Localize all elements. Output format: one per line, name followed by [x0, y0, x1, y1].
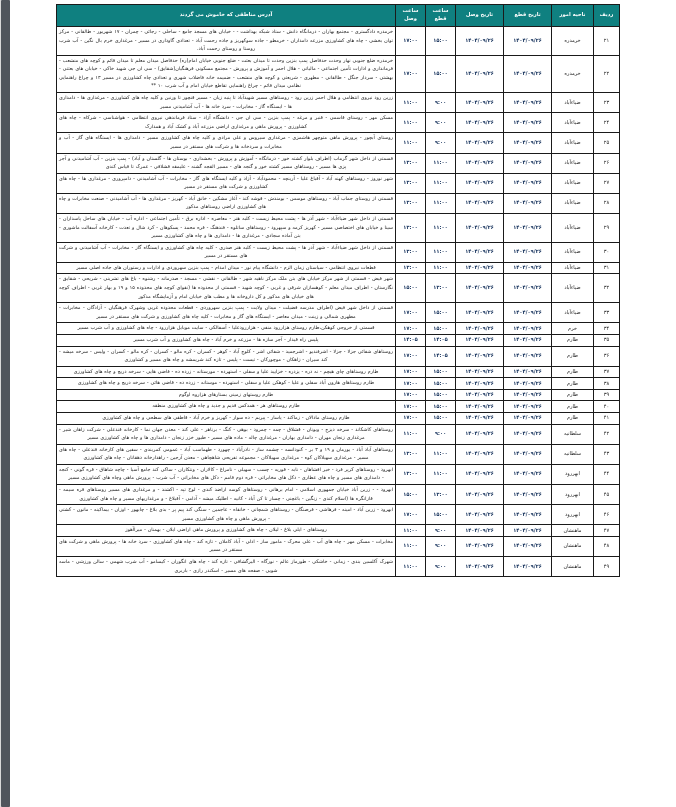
- cell-date-off: ۱۴۰۴/۰۹/۲۶: [504, 424, 552, 444]
- cell-address: خرمدره دادگستری - مجتمع بهاران - درمانگاه دانش - ستاد شبکه بهداشت - - خیابان های مسجد جامع - ساحلی - رجائی - چمران - ۱۷ شهریور - طالقانی - مرکز توان بخشی - چاه های کشاورزی مزرعه دامداران - خرمطو - جاده سوکهریز و جاده رحمت آباد - تعدادی گاوداری در مسیر - مرغداری خرم بال نگین - آب شرب روستا و روستای رحمت آباد.: [57, 27, 396, 56]
- cell-time-on: ۱۱:۰۰: [396, 113, 426, 133]
- cell-row-number: ۲۸: [594, 193, 620, 213]
- cell-area: ضیاءآباد: [552, 133, 594, 153]
- cell-time-off: ۱۵:۰۰: [426, 505, 456, 525]
- cell-date-on: ۱۴۰۴/۰۹/۲۶: [456, 485, 504, 505]
- header-date-on: تاریخ وصل: [456, 5, 504, 27]
- table-row: [57, 193, 620, 213]
- cell-address: خرمدره ضلع جنوبی نهار وحدت حدفاصل پمپ بنزین وحدت تا میدان بعثت - ضلع جنوبی خیابان امام(ره) حدفاصل میدان معلم تا میدان قائم و کوچه های منشعب - فرمانداری و ادارات تأمین اجتماعی - مالیاتی - هلال احمر و آموزش و پرورش - مجتمع مسکونی فرهنگیان(شقایق) - سی ان جی شهید خاکی - خیابان های بعثتی - بهشتی - سردار جنگل - طالقانی - مطهری - شریعتی و کوچه های منشعب - ضمیمه خانه فاضلاب شهری و تعدادی چاه کشاورزی در مسیر ۱۳ و چراغ راهنمایی نظامی میدان قائم - چراغ راهنمایی تقاطع خیابان امام و آب شرب ۱۰ **: [57, 55, 396, 92]
- table-row: [57, 262, 620, 274]
- cell-area: ضیاءآباد: [552, 213, 594, 242]
- scrollbar-thumb[interactable]: [1, 0, 10, 807]
- table-row: [57, 346, 620, 366]
- cell-time-on: ۱۷:۰۰: [396, 55, 426, 92]
- cell-time-off: ۱۵:۰۰: [426, 366, 456, 378]
- cell-area: خرمدره: [552, 27, 594, 56]
- cell-address: پلیس راه قیدار - آجر سازه ها - مزرعه و خرم آباد - چاه های کشاورزی و آب شرب مسیر: [57, 334, 396, 346]
- header-area: ناحیه امور: [552, 5, 594, 27]
- cell-area: ماهنشان: [552, 557, 594, 577]
- cell-row-number: ۴۹: [594, 557, 620, 577]
- cell-time-on: ۱۳:۰۰: [396, 153, 426, 173]
- cell-address: مخابرات - مسکن مهر - چاه های آب - علی محرک - مامور ساز - اذلی - آباد کاملان - تازه کند - چاه های کشاورزی - سرد خانه ها - پرورش ماهی و شرکت های مستقر در مسیر: [57, 536, 396, 556]
- cell-address: شهر نوروز - روستاهای کهنه آباد - آقباغ علیا - آرینچه - محمودآباد - آزاد و کلیه ایستگاه های گاز - مخابرات - آب آشامیدنی - دامپروری - مرغداری ها - چاه های کشاورزی و شرکت های مستقر در مسیر: [57, 173, 396, 193]
- cell-address: قسمتی از روستای جماب آباد - روستاهای موسس - بومندش - قوشه کند - آغاز مشکین - خانق آباد - کهریز - مرغداری ها - آب آشامیدنی - صنعت مخابرات و چاه های کشاورزی اراضی روستاهای مذکور: [57, 193, 396, 213]
- cell-time-off: ۱۵:۰۰: [426, 323, 456, 335]
- vertical-scrollbar[interactable]: [0, 0, 10, 807]
- cell-date-on: ۱۴۰۴/۰۹/۲۶: [456, 213, 504, 242]
- cell-address: روستاهای کاشکاند - سرخه دیزج - ویونان - قشلاق - چمه - چمرود - بوهی - کنگ - برناهر - علی کند - معدن جهان نما - کارخانه قندعلی - شرکت زاهان شیر - مرغداری زنجان مهران - دامداری بهاران - مرغداری چاله - ماده های مسیر - طیور خزر زنجان - دامداری ها و چاه های کشاورزی مسیر: [57, 424, 396, 444]
- cell-area: خرم: [552, 323, 594, 335]
- cell-date-off: ۱۴۰۴/۰۹/۲۶: [504, 464, 552, 484]
- cell-date-on: ۱۴۰۴/۰۹/۲۶: [456, 173, 504, 193]
- cell-date-off: ۱۴۰۴/۰۹/۲۶: [504, 193, 552, 213]
- cell-time-off: ۱۵:۰۰: [426, 412, 456, 424]
- cell-address: قسمتی از داخل شهر گرماب (اطراف بلوار کشته خور - درمانگاه - آموزش و پرورش - بخشداری - بوستان ها - گلستان و آباد) - پمپ بنزین - آب آشامیدنی و آجر پزی ها مسیر - روستاهای مسیر کشته خور و گنجه های - مسیر القجه گشنه - علیمقه قشلاقی - عمرک تا قیاس کندی: [57, 153, 396, 173]
- cell-time-off: ۱۱:۰۰: [426, 153, 456, 173]
- cell-area: ضیاءآباد: [552, 173, 594, 193]
- cell-date-off: ۱۴۰۴/۰۹/۲۶: [504, 485, 552, 505]
- cell-area: طارم: [552, 401, 594, 413]
- cell-area: ضیاءآباد: [552, 262, 594, 274]
- cell-time-off: ۹:۰۰: [426, 113, 456, 133]
- cell-date-off: ۱۴۰۴/۰۹/۲۶: [504, 334, 552, 346]
- table-row: [57, 27, 620, 56]
- cell-date-on: ۱۴۰۴/۰۹/۲۶: [456, 133, 504, 153]
- cell-area: ماهنشان: [552, 536, 594, 556]
- cell-date-on: ۱۴۰۴/۰۹/۲۶: [456, 366, 504, 378]
- cell-area: طارم: [552, 334, 594, 346]
- cell-area: طارم: [552, 346, 594, 366]
- header-time-on: ساعت وصل: [396, 5, 426, 27]
- cell-time-on: ۱۷:۰۰: [396, 505, 426, 525]
- cell-row-number: ۳۴: [594, 323, 620, 335]
- cell-area: ابهررود: [552, 464, 594, 484]
- cell-date-off: ۱۴۰۴/۰۹/۲۶: [504, 323, 552, 335]
- header-time-off: ساعت قطع: [426, 5, 456, 27]
- cell-date-on: ۱۴۰۴/۰۹/۲۶: [456, 274, 504, 303]
- table-row: [57, 334, 620, 346]
- cell-row-number: ۳۶: [594, 346, 620, 366]
- cell-address: قسمتی از داخل شهر فیض (اطراف مدرسه فضیلت - میدان ولایت - پمپ بنزین سهروردی - قطعات محدوده غربی وشهرک فرهنگیان - آزادگان - مخابرات - مطهری شمالی و زینت - میدان معاصر - ایستگاه های گاز و مخابرات - کلیه چاه های کشاورزی و شرکت های مستقر در مسیر: [57, 303, 396, 323]
- cell-date-off: ۱۴۰۴/۰۹/۲۶: [504, 378, 552, 390]
- cell-row-number: ۲۷: [594, 173, 620, 193]
- table-row: [57, 485, 620, 505]
- cell-area: طارم: [552, 389, 594, 401]
- cell-date-off: ۱۴۰۴/۰۹/۲۶: [504, 444, 552, 464]
- cell-area: ماهنشان: [552, 525, 594, 537]
- header-row-number: ردیف: [594, 5, 620, 27]
- table-row: [57, 274, 620, 303]
- cell-date-on: ۱۴۰۴/۰۹/۲۶: [456, 557, 504, 577]
- cell-date-on: ۱۴۰۴/۰۹/۲۶: [456, 525, 504, 537]
- cell-date-on: ۱۴۰۴/۰۹/۲۶: [456, 334, 504, 346]
- cell-date-off: ۱۴۰۴/۰۹/۲۶: [504, 242, 552, 262]
- cell-area: ضیاءآباد: [552, 193, 594, 213]
- cell-row-number: ۳۵: [594, 334, 620, 346]
- table-row: [57, 412, 620, 424]
- cell-date-off: ۱۴۰۴/۰۹/۲۶: [504, 173, 552, 193]
- cell-row-number: ۴۱: [594, 412, 620, 424]
- header-address: آدرس مناطقی که خاموش می گردند: [57, 5, 396, 27]
- cell-row-number: ۳۹: [594, 389, 620, 401]
- cell-address: طارم روستاهای هر - همدکس قدیم و جدید و چاه های کشاورزی منطقه: [57, 401, 396, 413]
- cell-address: قسمتی از داخل شهر ضیاءآباد - شهر آذر ها - پشت محیط زیست - کلبه هنر صدری - کلیه چاه های کشاورزی و ایستگاه گاز - مخابرات - آب آشامیدنی و شرکت های مستقر در مسیر: [57, 242, 396, 262]
- cell-address: قسمتی از داخل شهر ضیاءآباد - شهر آذر ها - پشت محیط زیست - کلبه هنر - معاصره - اداره برق - تأمین اجتماعی - اداره آب - خیابان های ساحل پاسداران - سینا و خیابان های اختصاصی مسیر - کهریز کرمه و سپهرود - روستاهای ساتلوه - فندهنگ - فره محمد - پسکوهان - کرد شال و تعدت - کارخانه آسفالت ماشوری - بتن آماده سجادی - مرغداری ها - دامداری ها و چاه های کشاورزی مسیر: [57, 213, 396, 242]
- cell-area: ضیاءآباد: [552, 153, 594, 173]
- cell-time-on: ۱۱:۰۰: [396, 525, 426, 537]
- table-row: [57, 424, 620, 444]
- cell-area: ضیاءآباد: [552, 303, 594, 323]
- cell-date-off: ۱۴۰۴/۰۹/۲۶: [504, 366, 552, 378]
- cell-date-off: ۱۴۰۴/۰۹/۲۶: [504, 262, 552, 274]
- cell-time-off: ۱۵:۰۰: [426, 401, 456, 413]
- cell-date-off: ۱۴۰۴/۰۹/۲۶: [504, 153, 552, 173]
- cell-row-number: ۴۲: [594, 424, 620, 444]
- cell-time-off: ۱۵:۰۰: [426, 303, 456, 323]
- table-row: [57, 133, 620, 153]
- cell-time-on: ۱۳:۰۰: [396, 444, 426, 464]
- cell-time-off: ۱۵:۰۰: [426, 55, 456, 92]
- cell-row-number: ۳۸: [594, 378, 620, 390]
- cell-date-off: ۱۴۰۴/۰۹/۲۶: [504, 389, 552, 401]
- cell-area: ضیاءآباد: [552, 93, 594, 113]
- cell-area: ضیاءآباد: [552, 242, 594, 262]
- cell-time-off: ۱۱:۰۰: [426, 173, 456, 193]
- table-row: [57, 505, 620, 525]
- cell-row-number: ۴۵: [594, 485, 620, 505]
- cell-row-number: ۲۲: [594, 55, 620, 92]
- cell-date-on: ۱۴۰۴/۰۹/۲۶: [456, 444, 504, 464]
- cell-date-on: ۱۴۰۴/۰۹/۲۶: [456, 323, 504, 335]
- outage-schedule-table: [56, 4, 620, 577]
- cell-address: ابهرود - - زرین آباد خیابان جمهوری اسلامی - امام برهانی - روستاهای کوسه اراضد کندی - لوح تپه - اکشند - و مرغداری های مسیر روستاهای قره سیمه - قازانگره ها (اسلام کندی - زنگین - باغچنی - چسار تا کن آباد - کانیه - اطلیک میشه - آدامی - آقبلاغ - و مرغداریهای مسیر و چاه های کشاورزی: [57, 485, 396, 505]
- cell-time-off: ۱۱:۰۰: [426, 242, 456, 262]
- cell-area: ابهررود: [552, 505, 594, 525]
- cell-date-off: ۱۴۰۴/۰۹/۲۶: [504, 274, 552, 303]
- cell-date-off: ۱۴۰۴/۰۹/۲۶: [504, 401, 552, 413]
- table-row: [57, 213, 620, 242]
- cell-row-number: ۳۰: [594, 242, 620, 262]
- cell-row-number: ۴۳: [594, 444, 620, 464]
- table-row: [57, 323, 620, 335]
- cell-time-on: ۱۷:۰۰: [396, 323, 426, 335]
- cell-time-off: ۱۳:۰۰: [426, 485, 456, 505]
- cell-address: ابهرود - زرین آباد - امینه - فرهاشی - فرصنگان - روستاهای شمچانی - خانقاه - عاجمین - سنگی کند پیم پر - بدی بلاغ - چابهور - اوزان - بیماکینه - مانون - کشتی - پرورش ماهی و چاه های کشاورزی مسیر: [57, 505, 396, 525]
- cell-date-off: ۱۴۰۴/۰۹/۲۶: [504, 27, 552, 56]
- cell-date-on: ۱۴۰۴/۰۹/۲۶: [456, 346, 504, 366]
- table-row: [57, 389, 620, 401]
- table-row: [57, 378, 620, 390]
- table-row: [57, 303, 620, 323]
- cell-address: طارم روستای مادالان - زماکند - یاسار - پیربم - ده سوار - کهریز و خرم آباد - قاطقی های سطحی و چاه های کشاورزی: [57, 412, 396, 424]
- cell-address: قسمتی از خروجی کوهکن،طارم روستای هزاررود منفی - هزاررودعلیا - آسفالکی - سایت موبایل هزاررود - چاه های کشاورزی و آب شرب مسیر: [57, 323, 396, 335]
- header-row: [57, 5, 620, 27]
- cell-row-number: ۲۴: [594, 113, 620, 133]
- cell-row-number: ۴۴: [594, 464, 620, 484]
- cell-time-off: ۹:۰۰: [426, 424, 456, 444]
- cell-row-number: ۲۳: [594, 93, 620, 113]
- cell-row-number: ۴۰: [594, 401, 620, 413]
- cell-address: قطعات نیروی انتظامی - سیاستان زمان الزم - دانشگاه پیام نور - میدان امدام - پمپ بنزین سهروردی و ادارات و رستوران های جاده اصلی مسیر: [57, 262, 396, 274]
- cell-row-number: ۴۸: [594, 536, 620, 556]
- cell-row-number: ۳۲: [594, 274, 620, 303]
- cell-time-off: ۱۱:۰۰: [426, 213, 456, 242]
- cell-time-off: ۹:۰۰: [426, 133, 456, 153]
- cell-time-off: ۱۵:۰۰: [426, 27, 456, 56]
- cell-date-on: ۱۴۰۴/۰۹/۲۶: [456, 303, 504, 323]
- cell-time-on: ۱۱:۰۰: [396, 424, 426, 444]
- header-date-off: تاریخ قطع: [504, 5, 552, 27]
- cell-area: طارم: [552, 366, 594, 378]
- cell-date-off: ۱۴۰۴/۰۹/۲۶: [504, 113, 552, 133]
- table-row: [57, 153, 620, 173]
- cell-area: طارم: [552, 412, 594, 424]
- cell-area: سلطانیه: [552, 424, 594, 444]
- cell-row-number: ۳۱: [594, 262, 620, 274]
- cell-time-off: ۱۴:۰۵: [426, 334, 456, 346]
- cell-area: خرمدره: [552, 55, 594, 92]
- cell-row-number: ۴۷: [594, 525, 620, 537]
- table-row: [57, 242, 620, 262]
- cell-time-on: ۱۷:۰۰: [396, 27, 426, 56]
- cell-time-off: ۱۱:۰۰: [426, 444, 456, 464]
- cell-date-off: ۱۴۰۴/۰۹/۲۶: [504, 346, 552, 366]
- cell-date-on: ۱۴۰۴/۰۹/۲۶: [456, 113, 504, 133]
- cell-time-on: ۱۷:۰۰: [396, 378, 426, 390]
- cell-time-on: ۱۳:۰۰: [396, 173, 426, 193]
- cell-time-off: ۱۱:۰۰: [426, 193, 456, 213]
- cell-time-on: ۱۷:۰۰: [396, 366, 426, 378]
- cell-time-off: ۱۵:۰۰: [426, 378, 456, 390]
- cell-date-off: ۱۴۰۴/۰۹/۲۶: [504, 93, 552, 113]
- cell-address: مسکن مهر - روستای قاسمی - قنبر و مرغه - پمپ بنزین - سی ان جی - دانشگاه آزاد - ستاد فرماندهی نیروی انتظامی - هواشناسی - شرکاه - چاه های کشاورزی - پرورش ماهی و مرغداری اراضی مزرعه آباد و کشک آباد و همدارک: [57, 113, 396, 133]
- cell-row-number: ۳۳: [594, 303, 620, 323]
- cell-time-on: ۱۱:۰۰: [396, 133, 426, 153]
- cell-time-on: ۱۱:۰۰: [396, 93, 426, 113]
- cell-date-on: ۱۴۰۴/۰۹/۲۶: [456, 55, 504, 92]
- table-row: [57, 113, 620, 133]
- cell-time-on: ۱۱:۰۰: [396, 536, 426, 556]
- cell-time-off: ۹:۰۰: [426, 536, 456, 556]
- cell-time-off: ۹:۰۰: [426, 557, 456, 577]
- cell-time-on: ۱۵:۰۰: [396, 485, 426, 505]
- table-row: [57, 93, 620, 113]
- cell-time-off: ۱۴:۰۵: [426, 346, 456, 366]
- cell-date-on: ۱۴۰۴/۰۹/۲۶: [456, 424, 504, 444]
- cell-date-on: ۱۴۰۴/۰۹/۲۶: [456, 505, 504, 525]
- cell-address: روستای آبچور - پرورش ماهی متوچهر هاشمزی - مرغداری سیروس و علی مرادی و کلیه چاه های کشاورزی مسیر - دامداری ها - ایستگاه های گاز - آب و مخابرات و سردخانه ها و شرکت های مستقر در مسیر: [57, 133, 396, 153]
- cell-time-on: ۱۳:۰۰: [396, 193, 426, 213]
- cell-date-off: ۱۴۰۴/۰۹/۲۶: [504, 133, 552, 153]
- cell-time-on: ۱۷:۰۰: [396, 346, 426, 366]
- cell-area: طارم: [552, 378, 594, 390]
- table-row: [57, 444, 620, 464]
- cell-date-on: ۱۴۰۴/۰۹/۲۶: [456, 378, 504, 390]
- cell-date-on: ۱۴۰۴/۰۹/۲۶: [456, 262, 504, 274]
- table-row: [57, 173, 620, 193]
- cell-address: شهرک آکلسین بندی - زمانی - خاشکی - طورماز عالم - نورگاه - الیرگشاقی - تازه کند - چاه های انگوران - کیسامو - آب شرب شهمی - سالن ورزشی - ماسه شویی - صفحه های مسیر - اسکندر رازی - باربری: [57, 557, 396, 577]
- cell-date-off: ۱۴۰۴/۰۹/۲۶: [504, 557, 552, 577]
- cell-time-off: ۹:۰۰: [426, 525, 456, 537]
- cell-time-off: ۱۱:۰۰: [426, 464, 456, 484]
- cell-address: روستاهای آباد آباد - یورمان و ۱۹ و ۳ بر - کنودانسه - چشمه ساز - نادرآباد - چهورد - طهماسب آباد - عمومی کمربندی - سفین های کارخانه قندعلی - چاه های مسیر - مرغداری سهیلاکان کوه - مرغداری سهیلاکان - مجموعه تفریحی شاهچاهی - معدن آرجین - راهدارخانه دهقانان - چاه های کشاورزی: [57, 444, 396, 464]
- cell-address: ابهرود - روستاهای کرپر فرد - خیر افشاهان - نابه - قوریه - چسب - سهیلی - نامراغ - کالاران - ونتکاران - ساکی کند جامع آسیا - چاچه شاهاق - قره گونی - کنجه - دامداری های مسیر و چاه های عطاری - دکل های مخابراتی - قره دوم قامم - دکل های مخابراتی - آب شرب - پرورش ماهی وچاه های کشاورزی مسیر: [57, 464, 396, 484]
- cell-time-on: ۱۵:۰۰: [396, 274, 426, 303]
- cell-date-off: ۱۴۰۴/۰۹/۲۶: [504, 536, 552, 556]
- table-row: [57, 366, 620, 378]
- cell-address: شهر فیض - قسمتی از شهر مرکز خیابان های بتن ملک مرکز ناهیه شهر - طالقانی - نقشی - مسجد - صدرمانه - رشنوه - باغ های تشرینی - شریحی - شقایق - نگارستان - اطراف میدان معلم - کوهسازان شرقی و غربی - کوچه شهید - قسمتی از محدوده ها (نقوای کوچه های محدوده ۱۵ و ۱۹ و بهار غربی - اطراف کوچه های خیابان های مذکور و کل داروخانه ها و مطب های خیابان امام و آزمایشگاه مذکور: [57, 274, 396, 303]
- cell-time-on: ۱۷:۰۰: [396, 401, 426, 413]
- cell-time-on: ۱۴:۰۵: [396, 334, 426, 346]
- cell-date-off: ۱۴۰۴/۰۹/۲۶: [504, 525, 552, 537]
- cell-row-number: ۴۶: [594, 505, 620, 525]
- cell-row-number: ۲۵: [594, 133, 620, 153]
- cell-time-off: ۱۵:۰۰: [426, 389, 456, 401]
- cell-date-on: ۱۴۰۴/۰۹/۲۶: [456, 93, 504, 113]
- cell-row-number: ۳۷: [594, 366, 620, 378]
- cell-row-number: ۲۹: [594, 213, 620, 242]
- table-row: [57, 401, 620, 413]
- table-body: [57, 27, 620, 577]
- cell-area: ابهررود: [552, 485, 594, 505]
- cell-date-on: ۱۴۰۴/۰۹/۲۶: [456, 412, 504, 424]
- cell-time-on: ۱۱:۰۰: [396, 557, 426, 577]
- cell-time-off: ۱۳:۰۰: [426, 274, 456, 303]
- cell-time-off: ۱۱:۰۰: [426, 262, 456, 274]
- cell-row-number: ۲۶: [594, 153, 620, 173]
- cell-time-on: ۱۳:۰۰: [396, 262, 426, 274]
- cell-area: ضیاءآباد: [552, 274, 594, 303]
- cell-time-on: ۱۷:۰۰: [396, 389, 426, 401]
- cell-date-on: ۱۴۰۴/۰۹/۲۶: [456, 401, 504, 413]
- cell-date-off: ۱۴۰۴/۰۹/۲۶: [504, 412, 552, 424]
- table-row: [57, 557, 620, 577]
- cell-date-on: ۱۴۰۴/۰۹/۲۶: [456, 389, 504, 401]
- cell-address: طارم روستهای زمینی بستارهای هزاروه اوگوم: [57, 389, 396, 401]
- cell-address: طارم روستاهای هارون آباد سفلی و علیا - کوهکن علیا و سفلی - استهرده - موستانه - زرده ده - قاضی هائی - سرخه دریج و چاه های کشاورزی: [57, 378, 396, 390]
- cell-row-number: ۲۱: [594, 27, 620, 56]
- cell-time-off: ۹:۰۰: [426, 93, 456, 113]
- cell-date-off: ۱۴۰۴/۰۹/۲۶: [504, 213, 552, 242]
- cell-date-on: ۱۴۰۴/۰۹/۲۶: [456, 153, 504, 173]
- cell-date-on: ۱۴۰۴/۰۹/۲۶: [456, 27, 504, 56]
- cell-address: روستاهای شفائی جزلا - جزلا - اشرفندیو - اشرجمید - شفائی اشر - کلوچ آباد - کوهر - کسران - کره مالو - کسران - کره مالو - کسران - ولیس - سرخه میشه - کند سیران - زاهکان - موچورکان - تیست - پلیس - تازه کند شریمشه و چاه های مسیر و کشاورزی: [57, 346, 396, 366]
- cell-address: زرین رود نیروی انتظامی و هلال احمر زرین رود - روستاهای مسیر شهیدآباد تا پنبه زیان - مسیر قنچور تا ورنین و کلیه چاه های کشاورزی - مرغداری ها - دامداری ها - ایستگاه گاز - مخابرات - سرد خانه ها - آب آشامیدنی مسیر: [57, 93, 396, 113]
- cell-date-off: ۱۴۰۴/۰۹/۲۶: [504, 505, 552, 525]
- cell-time-on: ۱۳:۰۰: [396, 464, 426, 484]
- cell-area: سلطانیه: [552, 444, 594, 464]
- cell-date-off: ۱۴۰۴/۰۹/۲۶: [504, 55, 552, 92]
- table-row: [57, 536, 620, 556]
- cell-date-off: ۱۴۰۴/۰۹/۲۶: [504, 303, 552, 323]
- cell-date-on: ۱۴۰۴/۰۹/۲۶: [456, 464, 504, 484]
- cell-address: روستاهای - ایلی بلاغ - لیلان - چاه های کشاورزی و پرورش ماهی اراضی ایلان - بهمنان - میراآهوز: [57, 525, 396, 537]
- cell-time-on: ۱۷:۰۰: [396, 303, 426, 323]
- cell-date-on: ۱۴۰۴/۰۹/۲۶: [456, 242, 504, 262]
- table-header: [57, 5, 620, 27]
- table-row: [57, 525, 620, 537]
- table-row: [57, 55, 620, 92]
- cell-time-on: ۱۳:۰۰: [396, 242, 426, 262]
- cell-date-on: ۱۴۰۴/۰۹/۲۶: [456, 536, 504, 556]
- cell-address: طارم روستاهای چای هیچم - نه دره - یزدره - خزایید علیا و سفلی - استهرده - مورستانه - زرده ده - فاضی هایی - سرخه دریج و چاه های کشاورزی: [57, 366, 396, 378]
- cell-date-on: ۱۴۰۴/۰۹/۲۶: [456, 193, 504, 213]
- cell-time-on: ۱۷:۰۰: [396, 412, 426, 424]
- table-row: [57, 464, 620, 484]
- cell-time-on: ۱۳:۰۰: [396, 213, 426, 242]
- cell-area: ضیاءآباد: [552, 113, 594, 133]
